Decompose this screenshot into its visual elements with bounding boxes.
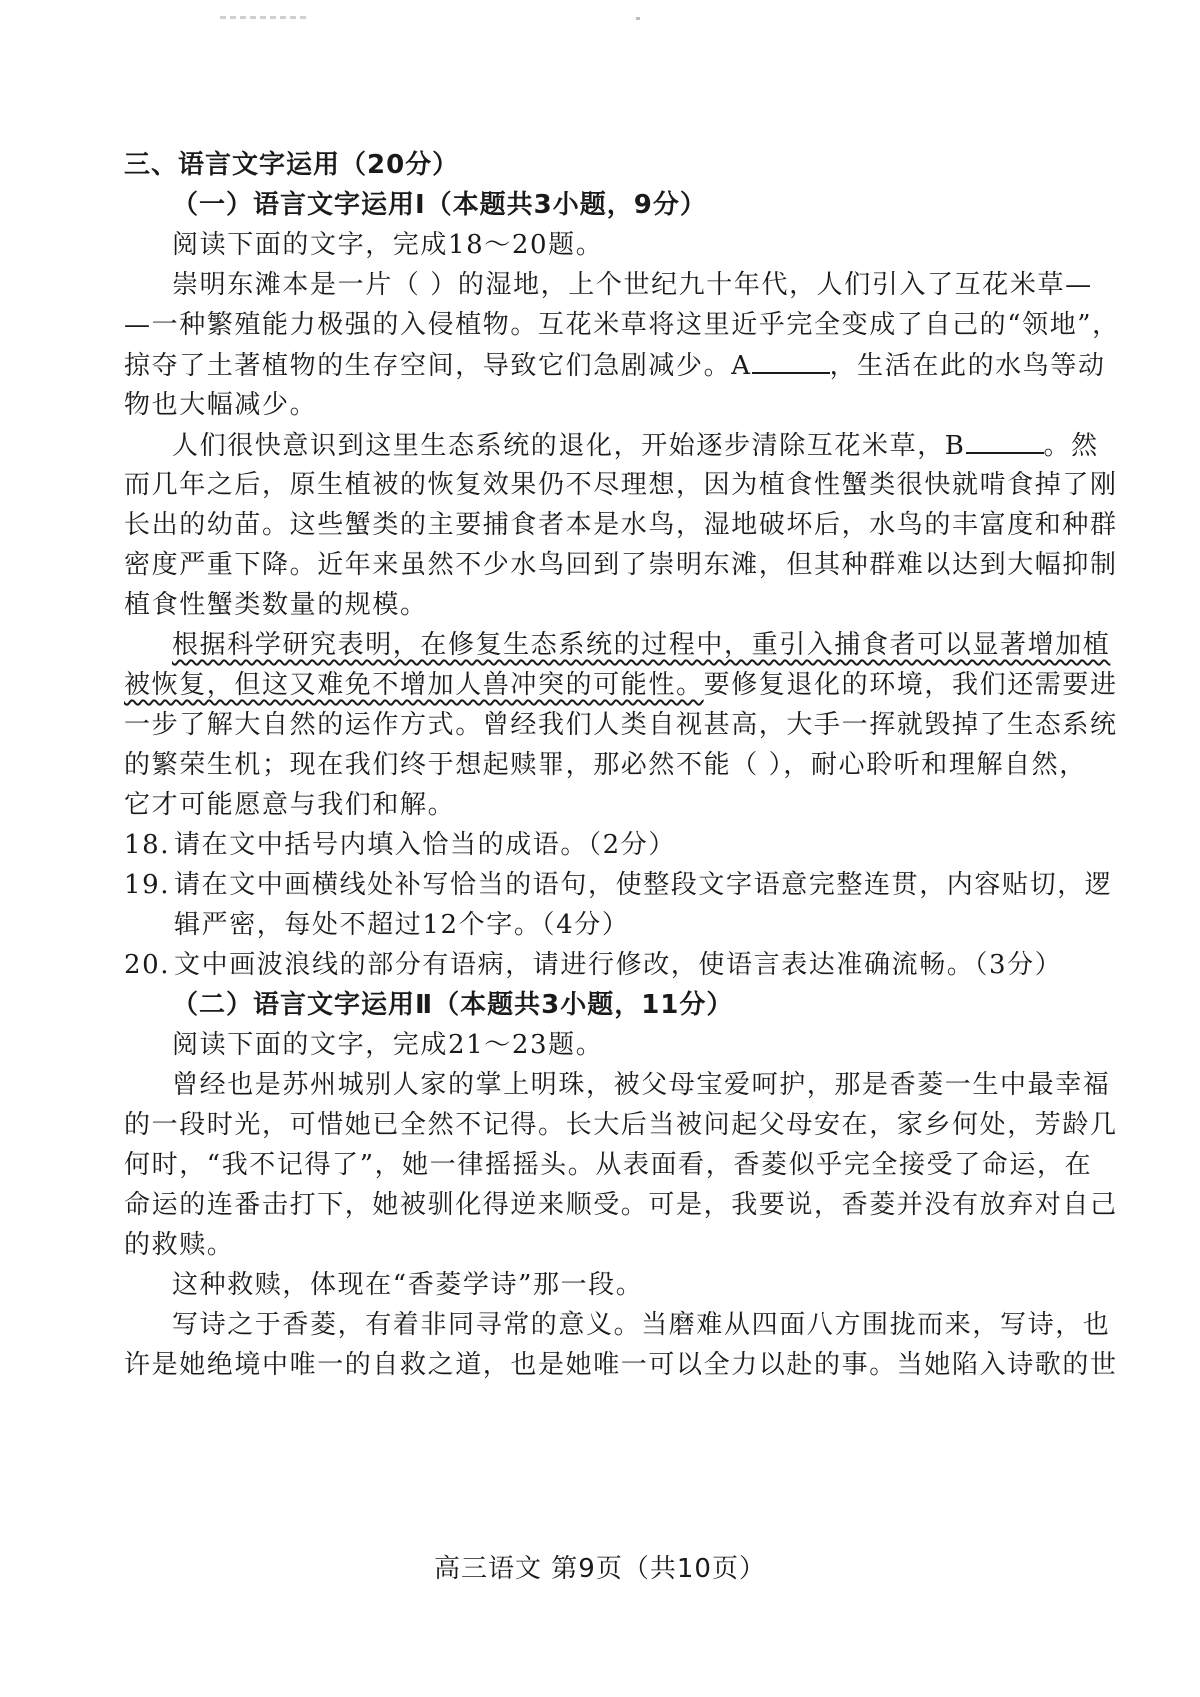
passage-text: 人们很快意识到这里生态系统的退化，开始逐步清除互花米草，B	[172, 431, 966, 461]
passage-line: 命运的连番击打下，她被驯化得逆来顺受。可是，我要说，香菱并没有放弃对自己	[124, 1190, 1118, 1220]
passage-line: 的一段时光，可惜她已全然不记得。长大后当被问起父母安在，家乡何处，芳龄几	[124, 1110, 1118, 1140]
wavy-underlined-text: 根据科学研究表明，在修复生态系统的过程中，重引入捕食者可以显著增加植	[172, 630, 1111, 660]
question-number: 20.	[124, 950, 171, 980]
passage-line	[172, 630, 1110, 660]
passage-line	[124, 350, 1106, 381]
question-20	[124, 950, 1062, 980]
passage-text: 掠夺了土著植物的生存空间，导致它们急剧减少。A	[124, 351, 752, 381]
question-number: 18.	[124, 830, 171, 860]
question-text: 请在文中画横线处补写恰当的语句，使整段文字语意完整连贯，内容贴切，逻	[174, 870, 1113, 900]
question-text: 请在文中括号内填入恰当的成语。（2分）	[174, 830, 676, 860]
fill-blank-b	[966, 430, 1044, 454]
question-text: 文中画波浪线的部分有语病，请进行修改，使语言表达准确流畅。（3分）	[174, 950, 1063, 980]
fill-blank-a	[752, 350, 830, 374]
scan-mark	[220, 16, 310, 19]
page-footer: 高三语文 第9页（共10页）	[434, 1554, 766, 1584]
part1-instruction: 阅读下面的文字，完成18～20题。	[172, 230, 604, 260]
passage-line: —一种繁殖能力极强的入侵植物。互花米草将这里近乎完全变成了自己的“领地”，	[124, 310, 1120, 340]
passage-line: 曾经也是苏州城别人家的掌上明珠，被父母宝爱呵护，那是香菱一生中最幸福	[172, 1070, 1111, 1100]
passage-line: 许是她绝境中唯一的自救之道，也是她唯一可以全力以赴的事。当她陷入诗歌的世	[124, 1350, 1118, 1380]
question-19	[124, 870, 1112, 900]
passage-line	[124, 670, 1118, 700]
passage-line: 物也大幅减少。	[124, 390, 318, 420]
passage-line: 密度严重下降。近年来虽然不少水鸟回到了崇明东滩，但其种群难以达到大幅抑制	[124, 550, 1118, 580]
passage-line: 长出的幼苗。这些蟹类的主要捕食者本是水鸟，湿地破坏后，水鸟的丰富度和种群	[124, 510, 1118, 540]
passage-line: 植食性蟹类数量的规模。	[124, 590, 428, 620]
passage-line: 崇明东滩本是一片（ ）的湿地，上个世纪九十年代，人们引入了互花米草—	[172, 270, 1093, 300]
passage-line: 一步了解大自然的运作方式。曾经我们人类自视甚高，大手一挥就毁掉了生态系统	[124, 710, 1118, 740]
scan-mark	[636, 17, 640, 20]
passage-line: 何时，“我不记得了”，她一律摇摇头。从表面看，香菱似乎完全接受了命运，在	[124, 1150, 1093, 1180]
passage-text: ，生活在此的水鸟等动	[829, 351, 1106, 381]
passage-text: 。然	[1043, 431, 1099, 461]
passage-line: 的救赎。	[124, 1230, 235, 1260]
wavy-underlined-text: 被恢复，但这又难免不增加人兽冲突的可能性。	[124, 670, 704, 700]
question-number: 19.	[124, 870, 171, 900]
passage-text: 要修复退化的环境，我们还需要进	[703, 670, 1118, 700]
section-title: 三、语言文字运用（20分）	[124, 150, 460, 180]
passage-line: 的繁荣生机；现在我们终于想起赎罪，那必然不能（ ），耐心聆听和理解自然，	[124, 750, 1087, 780]
passage-line: 它才可能愿意与我们和解。	[124, 790, 456, 820]
question-19-continued: 辑严密，每处不超过12个字。（4分）	[174, 910, 630, 940]
passage-line	[172, 430, 1099, 461]
passage-line: 写诗之于香菱，有着非同寻常的意义。当磨难从四面八方围拢而来，写诗，也	[172, 1310, 1111, 1340]
question-18	[124, 830, 676, 860]
part2-instruction: 阅读下面的文字，完成21～23题。	[172, 1030, 604, 1060]
passage-line: 这种救赎，体现在“香菱学诗”那一段。	[172, 1270, 644, 1300]
passage-line: 而几年之后，原生植被的恢复效果仍不尽理想，因为植食性蟹类很快就啃食掉了刚	[124, 470, 1118, 500]
part2-title: （二）语言文字运用Ⅱ（本题共3小题，11分）	[172, 990, 734, 1020]
part1-title: （一）语言文字运用Ⅰ（本题共3小题，9分）	[172, 190, 707, 220]
